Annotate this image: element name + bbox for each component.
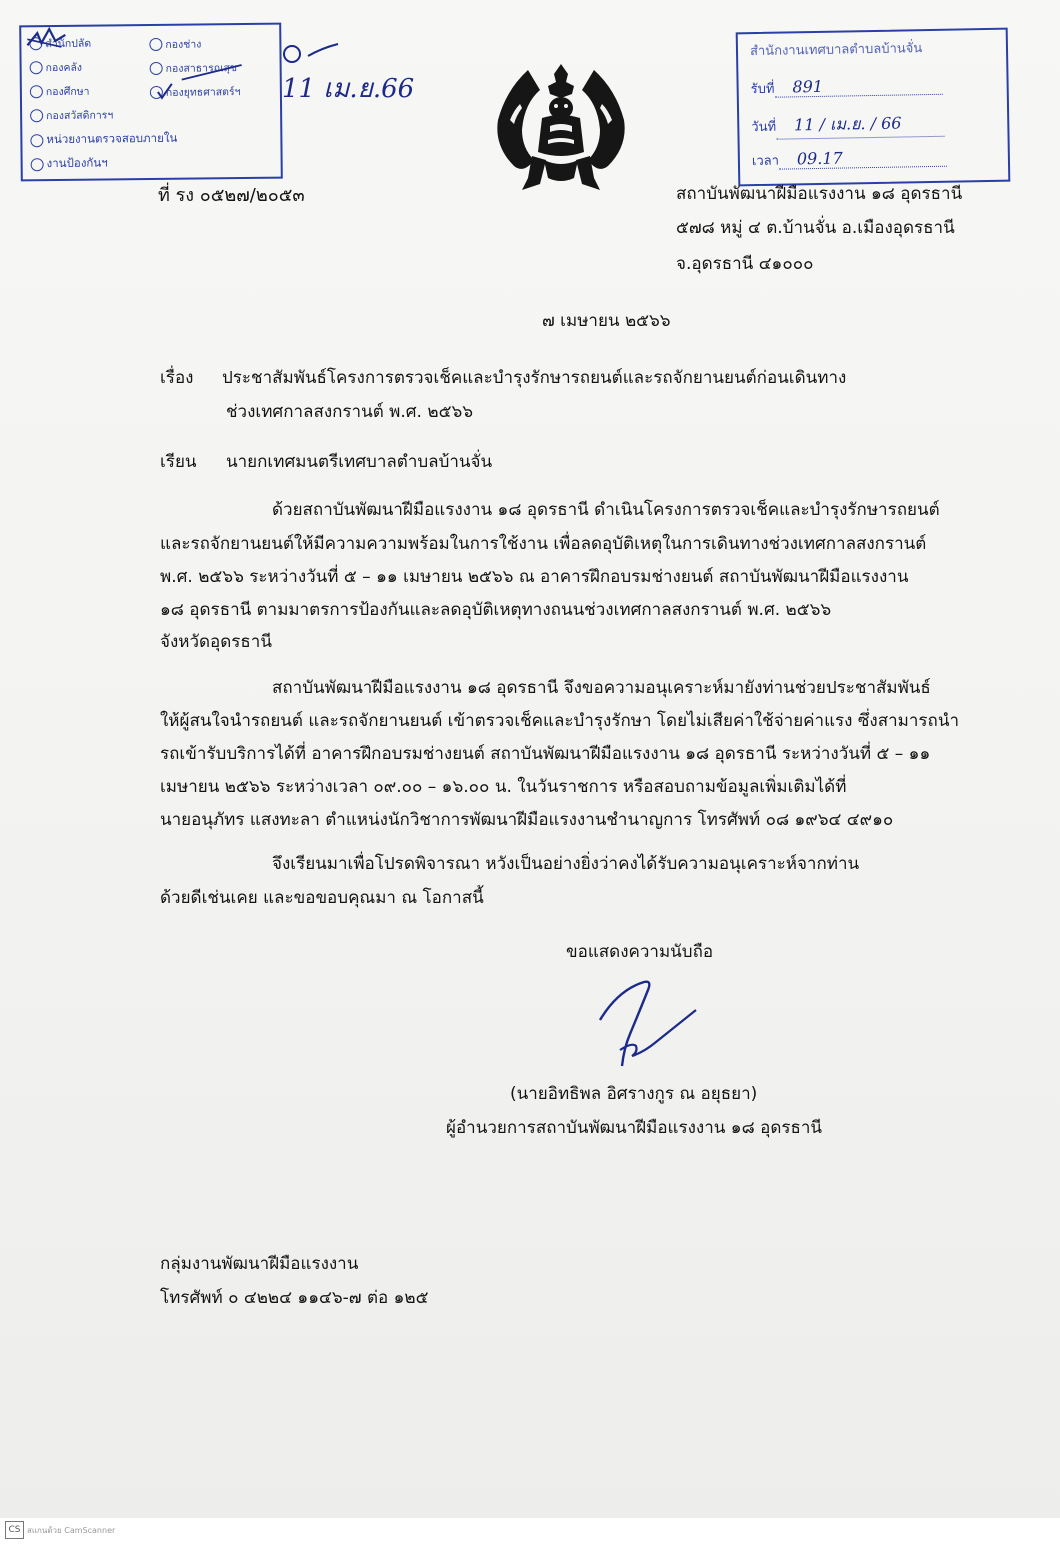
routing-option: กองช่าง: [149, 35, 201, 53]
routing-option: งานป้องกันฯ: [31, 154, 108, 173]
sender-address-line: สถาบันพัฒนาฝีมือแรงงาน ๑๘ อุดรธานี: [676, 184, 963, 204]
signature: [592, 976, 704, 1072]
received-time-row: เวลา 09.17: [752, 147, 947, 171]
closing-salutation: ขอแสดงความนับถือ: [566, 942, 714, 962]
routing-option: กองศึกษา: [30, 83, 90, 101]
paragraph-2-line: เมษายน ๒๕๖๖ ระหว่างเวลา ๐๙.๐๐ – ๑๖.๐๐ น. ในวันราชการ หรือสอบถามข้อมูลเพิ่มเติมได้ที่: [160, 777, 847, 797]
paragraph-1-line: และรถจักยานยนต์ให้มีความความพร้อมในการใช้งาน เพื่อลดอุบัติเหตุในการเดินทางช่วงเทศกาลสงกรานต์: [160, 534, 927, 554]
camscanner-watermark: สแกนด้วย CamScanner: [27, 1526, 116, 1535]
receiving-stamp-title: สำนักงานเทศบาลตำบลบ้านจั่น: [749, 41, 923, 60]
subject-label: เรื่อง: [160, 368, 194, 388]
paragraph-1-line: ด้วยสถาบันพัฒนาฝีมือแรงงาน ๑๘ อุดรธานี ดำเนินโครงการตรวจเช็คและบำรุงรักษารถยนต์: [272, 500, 940, 520]
paragraph-1-line: จังหวัดอุดรธานี: [160, 632, 272, 652]
garuda-emblem: [488, 60, 634, 200]
routing-stamp: [19, 23, 283, 182]
footer-department: กลุ่มงานพัฒนาฝีมือแรงงาน: [160, 1254, 359, 1274]
routing-option: กองคลัง: [30, 59, 83, 77]
paragraph-2-line: ให้ผู้สนใจนำรถยนต์ และรถจักยานยนต์ เข้าตรวจเช็คและบำรุงรักษา โดยไม่เสียค่าใช้จ่ายค่าแรง ซึ่งสามารถนำ: [160, 711, 959, 731]
handwritten-date-note: 11 เม.ย.66: [282, 74, 415, 104]
received-number-row: รับที่ 891: [750, 75, 942, 99]
recipient-name: นายกเทศมนตรีเทศบาลตำบลบ้านจั่น: [226, 452, 493, 472]
routing-option: สำนักปลัด: [29, 35, 91, 53]
subject-line: ช่วงเทศกาลสงกรานต์ พ.ศ. ๒๕๖๖: [226, 402, 474, 422]
document-number: ที่ รง ๐๕๒๗/๒๐๕๓: [158, 185, 305, 206]
paragraph-2-line: นายอนุภัทร แสงทะลา ตำแหน่งนักวิชาการพัฒนาฝีมือแรงงานชำนาญการ โทรศัพท์ ๐๘ ๑๙๖๔ ๔๙๑๐: [160, 810, 894, 830]
document-date: ๗ เมษายน ๒๕๖๖: [542, 311, 671, 331]
signer-name: (นายอิทธิพล อิศรางกูร ณ อยุธยา): [510, 1084, 758, 1104]
routing-option: หน่วยงานตรวจสอบภายใน: [30, 130, 177, 150]
scanner-footer-bar: [0, 1518, 1060, 1545]
camscanner-logo: CS: [5, 1521, 24, 1539]
subject-line: ประชาสัมพันธ์โครงการตรวจเช็คและบำรุงรักษารถยนต์และรถจักยานยนต์ก่อนเดินทาง: [222, 368, 847, 388]
paragraph-2-line: สถาบันพัฒนาฝีมือแรงงาน ๑๘ อุดรธานี จึงขอความอนุเคราะห์มายังท่านช่วยประชาสัมพันธ์: [272, 678, 931, 698]
pen-marks: [21, 25, 281, 180]
routing-option: กองสวัสดิการฯ: [30, 106, 113, 124]
paragraph-3-line: จึงเรียนมาเพื่อโปรดพิจารณา หวังเป็นอย่างยิ่งว่าคงได้รับความอนุเคราะห์จากท่าน: [272, 854, 860, 874]
sender-address-line: ๕๗๘ หมู่ ๔ ต.บ้านจั่น อ.เมืองอุดรธานี: [676, 218, 955, 238]
footer-phone: โทรศัพท์ ๐ ๔๒๒๔ ๑๑๔๖-๗ ต่อ ๑๒๕: [160, 1288, 429, 1308]
paragraph-1-line: ๑๘ อุดรธานี ตามมาตรการป้องกันและลดอุบัติเหตุทางถนนช่วงเทศกาลสงกรานต์ พ.ศ. ๒๕๖๖: [160, 600, 832, 620]
paragraph-2-line: รถเข้ารับบริการได้ที่ อาคารฝึกอบรมช่างยนต์ สถาบันพัฒนาฝีมือแรงงาน ๑๘ อุดรธานี ระหว่างวันที่ ๕ – ๑๑: [160, 744, 931, 764]
routing-option: กองสาธารณสุข: [150, 59, 238, 77]
paragraph-1-line: พ.ศ. ๒๕๖๖ ระหว่างวันที่ ๕ – ๑๑ เมษายน ๒๕๖๖ ณ อาคารฝึกอบรมช่างยนต์ สถาบันพัฒนาฝีมือแรงงาน: [160, 567, 909, 587]
sender-address-line: จ.อุดรธานี ๔๑๐๐๐: [676, 254, 814, 274]
recipient-label: เรียน: [160, 452, 197, 472]
routing-option: กองยุทธศาสตร์ฯ: [150, 83, 241, 101]
receiving-stamp: [736, 28, 1011, 187]
received-date-row: วันที่ 11 / เม.ย. / 66: [751, 111, 944, 140]
paragraph-3-line: ด้วยดีเช่นเคย และขอขอบคุณมา ณ โอกาสนี้: [160, 888, 484, 908]
signer-title: ผู้อำนวยการสถาบันพัฒนาฝีมือแรงงาน ๑๘ อุดรธานี: [446, 1118, 823, 1138]
